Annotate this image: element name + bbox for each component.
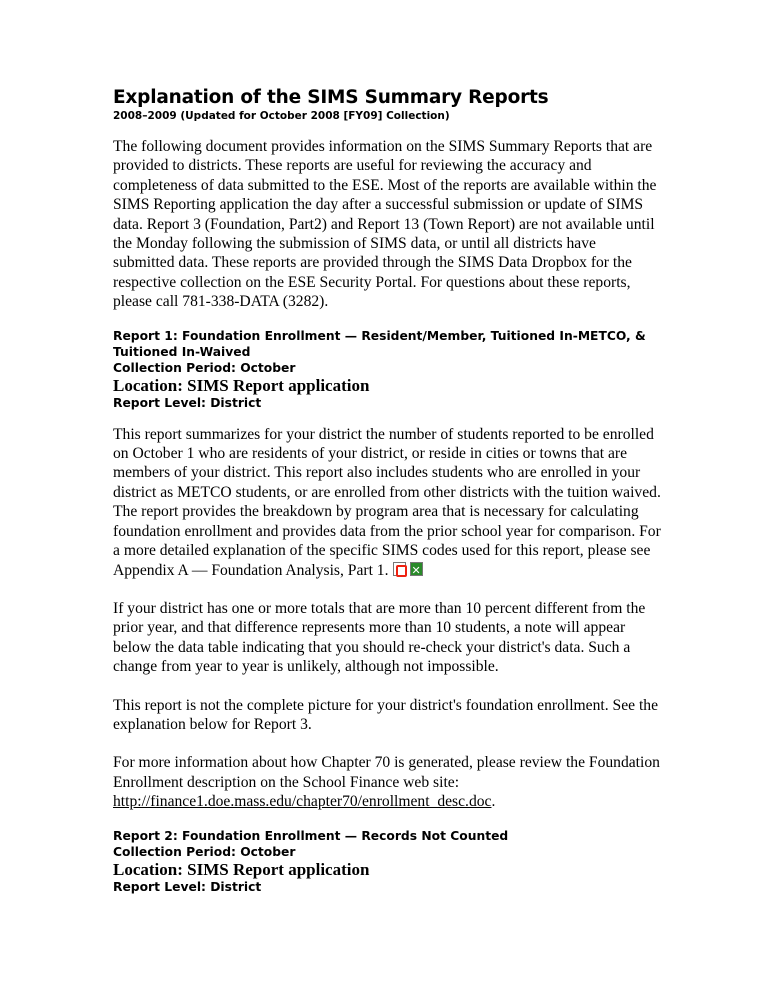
report2-location: Location: SIMS Report application (113, 859, 370, 879)
report1-heading: Report 1: Foundation Enrollment — Resident/Member, Tuitioned In-METCO, & Tuitioned In-Waived (113, 328, 646, 359)
report1-level: Report Level: District (113, 395, 262, 410)
page-subtitle: 2008–2009 (Updated for October 2008 [FY09] Collection) (113, 110, 450, 122)
document (113, 87, 661, 909)
enrollment-desc-link[interactable]: http://finance1.doe.mass.edu/chapter70/enrollment_desc.doc (113, 793, 492, 811)
report1-location: Location: SIMS Report application (113, 375, 370, 395)
excel-icon[interactable] (410, 562, 423, 576)
report1-paragraph-2: If your district has one or more totals that are more than 10 percent different from the prior year, and that difference represents more than 10 students, a note will appear below the data table indicating that you should re-check your district's data. Such a change from year to year is unlikely, although not impossible. (113, 599, 646, 676)
report1-paragraph-1: This report summarizes for your district the number of students reported to be enrolled on October 1 who are residents of your district, or reside in cities or towns that are members of your district. This report also includes students who are enrolled in your district as METCO students, or are enrolled from other districts with the tuition waived. The report provides the breakdown by program area that is necessary for calculating foundation enrollment and provides data from the prior school year for comparison. For a more detailed explanation of the specific SIMS codes used for this report, please see Appendix A — Foundation Analysis, Part 1.✕ (113, 425, 661, 580)
report2-level: Report Level: District (113, 879, 262, 894)
report2-header (113, 828, 661, 895)
report2-heading: Report 2: Foundation Enrollment — Records Not Counted (113, 828, 509, 843)
report2-period: Collection Period: October (113, 844, 296, 859)
report1-paragraph-4: For more information about how Chapter 70 is generated, please review the Foundation Enrollment description on the School Finance web site: http://finance1.doe.mass.edu/chapter70/enrollment_desc.doc. (113, 754, 660, 811)
report1-header (113, 328, 661, 411)
report1-period: Collection Period: October (113, 360, 296, 375)
intro-paragraph: The following document provides information on the SIMS Summary Reports that are provided to districts. These reports are useful for reviewing the accuracy and completeness of data submitted to the ESE. Most of the reports are available within the SIMS Reporting application the day after a successful submission or update of SIMS data. Report 3 (Foundation, Part2) and Report 13 (Town Report) are not available until the Monday following the submission of SIMS data, or until all districts have submitted data. These reports are provided through the SIMS Data Dropbox for the respective collection on the ESE Security Portal. For questions about these reports, please call 781-338-DATA (3282). (113, 138, 657, 311)
pdf-icon[interactable] (393, 562, 406, 576)
report1-paragraph-3: This report is not the complete picture for your district's foundation enrollment. See the explanation below for Report 3. (113, 696, 658, 733)
page-title: Explanation of the SIMS Summary Reports (113, 87, 549, 108)
